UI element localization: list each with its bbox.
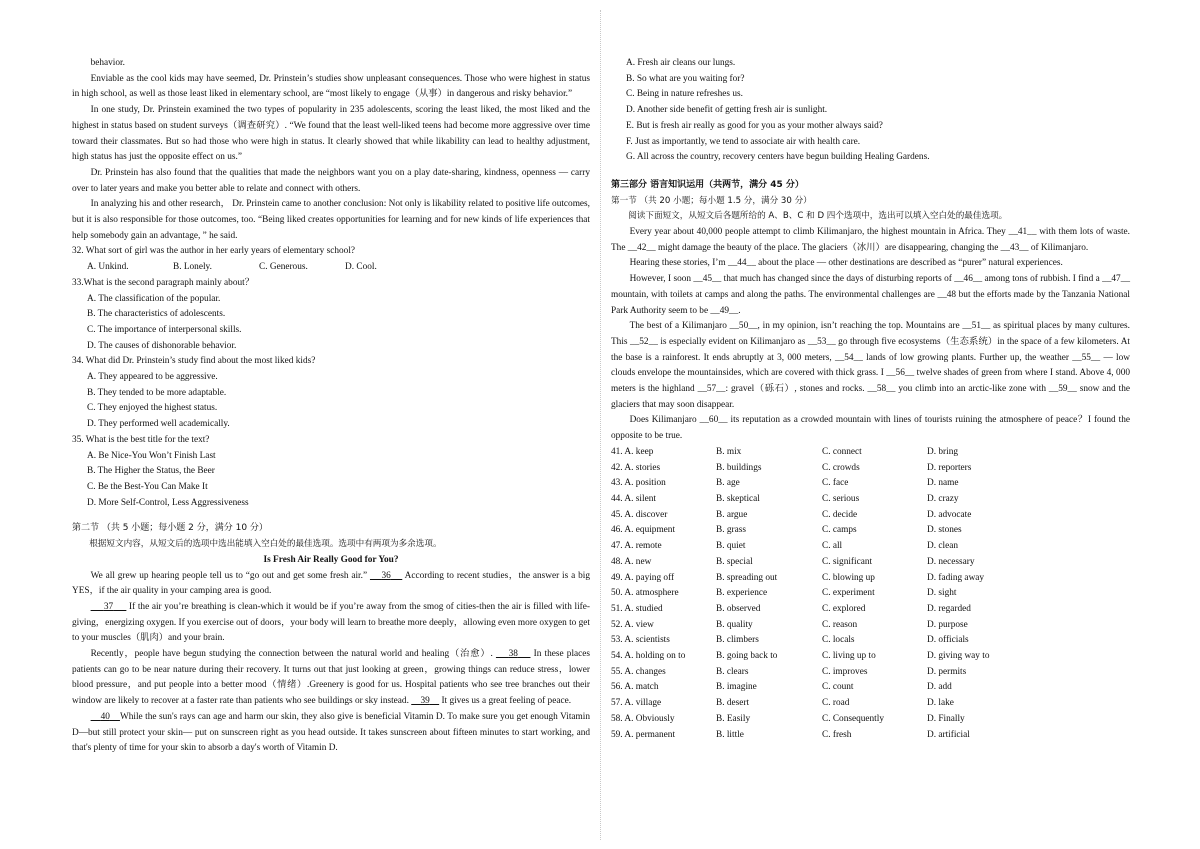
answer-option-d[interactable]: D. purpose [927, 619, 968, 630]
q35-option-d[interactable]: D. More Self-Control, Less Aggressiveness [87, 497, 249, 508]
answer-option-a[interactable]: 42. A. stories [611, 462, 661, 473]
blank-number: 39 [420, 696, 430, 707]
answer-option-a[interactable]: 43. A. position [611, 478, 666, 489]
answer-option-c[interactable]: C. reason [822, 619, 858, 630]
q34-option-c[interactable]: C. They enjoyed the highest status. [87, 403, 218, 414]
q32-option-c[interactable]: C. Generous. [259, 262, 308, 273]
answer-option-c[interactable]: C. road [822, 698, 850, 709]
answer-option-a[interactable]: 45. A. discover [611, 509, 668, 520]
answer-option-c[interactable]: C. fresh [822, 729, 852, 740]
q34-option-b[interactable]: B. They tended to be more adaptable. [87, 387, 227, 398]
q32-option-d[interactable]: D. Cool. [345, 262, 377, 273]
answer-option-b[interactable]: B. quiet [716, 541, 746, 552]
section-1-header: 第一节 （共 20 小题；每小题 1.5 分，满分 30 分） [611, 195, 812, 206]
text-run: If the air you’re breathing is clean-which it would be if you’re away from the smog of cities-then the air is filled with life-giving，energizing oxygen. If you exercise out of doors，your body will learn to breathe more deeply，allowing even more oxygen to get to your muscles（肌肉）and your brain. [72, 601, 590, 644]
cloze-options-table [611, 445, 1130, 743]
q32-option-a[interactable]: A. Unkind. [87, 262, 129, 273]
q34-option-a[interactable]: A. They appeared to be aggressive. [87, 372, 218, 383]
question-35-stem: 35. What is the best title for the text? [72, 434, 210, 445]
kilimanjaro-paragraph-2: Hearing these stories, I’m __44__ about the place — other destinations are described as “purer” natural experiences. [629, 258, 1063, 269]
left-column [72, 56, 590, 757]
column-divider [600, 10, 601, 840]
question-row [611, 696, 1130, 712]
text-run: We all grew up hearing people tell us to “go out and get some fresh air.” [90, 570, 370, 581]
question-row [611, 665, 1130, 681]
answer-option-b[interactable]: B. argue [716, 509, 748, 520]
text-run: In these places patients can go to be near nature during their recovery. It turns out that just looking at green，growing things can reduce stress，lower blood pressure，and put people into a better mood（情绪）.Greenery is good for us. Hospital patients who see tree branches out their window are likely to recover at a faster rate than patients who see buildings or sky instead. [72, 649, 591, 707]
question-row [611, 680, 1130, 696]
text-run: While the sun's rays can age and harm our skin, they also give is beneficial Vitamin D. To make sure you get enough Vitamin D—but still protect your skin— put on sunscreen right as you head outside. It takes sunscreen about fifteen minutes to start working, and that's plenty of time for your skin to absorb a day's worth of Vitamin D. [72, 711, 591, 754]
fresh-air-paragraph-3 [72, 647, 590, 710]
answer-option-b[interactable]: B. clears [716, 666, 749, 677]
text-run: Recently，people have begun studying the connection between the natural world and healing（治愈）. [90, 649, 496, 660]
question-row [611, 602, 1130, 618]
text-run: According to recent studies，the answer is a big YES，if the air quality in your camping area is good. [72, 570, 591, 597]
answer-option-a[interactable]: 55. A. changes [611, 666, 666, 677]
paragraph-intro: behavior. [90, 58, 125, 68]
answer-option-b[interactable]: B. quality [716, 619, 753, 630]
answer-option-c[interactable]: C. explored [822, 603, 866, 614]
question-row [611, 649, 1130, 665]
answer-option-d[interactable]: D. add [927, 682, 952, 693]
answer-option-b[interactable]: B. going back to [716, 651, 778, 662]
kilimanjaro-paragraph-3: However, I soon __45__ that much has changed since the days of disturbing reports of __46__ among tons of rubbish. I find a __47__ mountain, with toilets at camps and along the paths. The environmental challenges are __48 but the efforts made by the Tanzania National Park Authority seem to be __49__. [611, 274, 1130, 316]
answer-option-a[interactable]: 53. A. scientists [611, 635, 670, 646]
section-2-instructions: 根据短文内容，从短文后的选项中选出能填入空白处的最佳选项。选项中有两项为多余选项。 [89, 539, 442, 550]
answer-option-d[interactable]: D. reporters [927, 462, 972, 473]
option-d[interactable]: D. Another side benefit of getting fresh air is sunlight. [626, 105, 828, 116]
answer-option-b[interactable]: B. little [716, 729, 744, 740]
answer-option-d[interactable]: D. lake [927, 698, 954, 709]
q35-option-c[interactable]: C. Be the Best-You Can Make It [87, 481, 208, 492]
part-3-header: 第三部分 语言知识运用（共两节，满分 45 分） [611, 179, 804, 190]
answer-option-a[interactable]: 57. A. village [611, 698, 662, 709]
answer-option-b[interactable]: B. experience [716, 588, 768, 599]
answer-option-b[interactable]: B. age [716, 478, 740, 489]
answer-option-d[interactable]: D. artificial [927, 729, 970, 740]
answer-option-d[interactable]: D. clean [927, 541, 958, 552]
question-row [611, 508, 1130, 524]
answer-option-d[interactable]: D. name [927, 478, 959, 489]
answer-option-b[interactable]: B. grass [716, 525, 746, 536]
answer-option-a[interactable]: 51. A. studied [611, 603, 663, 614]
question-34-stem: 34. What did Dr. Prinstein’s study find about the most liked kids? [72, 356, 316, 367]
answer-option-c[interactable]: C. improves [822, 666, 868, 677]
question-row [611, 571, 1130, 587]
answer-option-d[interactable]: D. advocate [927, 509, 972, 520]
paragraph-1: Enviable as the cool kids may have seemed, Dr. Prinstein’s studies show unpleasant consequences. Those who were highest in status in high school, as well as those least liked in elementary school, are “most likely to engage（从事）in dangerous and risky behavior.” [72, 73, 590, 100]
blank-number: 38 [508, 649, 518, 660]
q35-option-a[interactable]: A. Be Nice-You Won’t Finish Last [87, 450, 216, 461]
answer-option-c[interactable]: C. significant [822, 556, 873, 567]
answer-option-d[interactable]: D. permits [927, 666, 967, 677]
q35-option-b[interactable]: B. The Higher the Status, the Beer [87, 466, 215, 477]
answer-option-d[interactable]: D. regarded [927, 603, 971, 614]
question-row [611, 461, 1130, 477]
q33-option-b[interactable]: B. The characteristics of adolescents. [87, 309, 226, 320]
answer-option-a[interactable]: 47. A. remote [611, 541, 662, 552]
kilimanjaro-paragraph-5: Does Kilimanjaro __60__ its reputation as a crowded mountain with lines of tourists ruining the atmosphere of peace？I found the opposite to be true. [611, 415, 1130, 442]
option-g[interactable]: G. All across the country, recovery centers have begun building Healing Gardens. [626, 152, 930, 163]
answer-option-d[interactable]: D. sight [927, 588, 957, 599]
answer-option-d[interactable]: D. Finally [927, 713, 965, 724]
answer-option-c[interactable]: C. count [822, 682, 854, 693]
q32-option-b[interactable]: B. Lonely. [173, 262, 212, 273]
paragraph-4: In analyzing his and other research， Dr. Prinstein came to another conclusion: Not only is likability related to positive life outcomes, but it is also responsible for those outcomes, too. “Being liked creates opportunities for learning and for new kinds of life experiences that help somebody gain an advantage, ” he said. [72, 199, 590, 241]
question-row [611, 476, 1130, 492]
answer-option-c[interactable]: C. all [822, 541, 843, 552]
answer-option-b[interactable]: B. climbers [716, 635, 759, 646]
fresh-air-paragraph-4 [72, 710, 590, 757]
passage-title: Is Fresh Air Really Good for You? [263, 554, 399, 565]
paragraph-3: Dr. Prinstein has also found that the qualities that made the neighbors want you on a play date-sharing, kindness, openness — carry over to later years and make you better able to relate and connect with others. [72, 167, 590, 194]
blank-37[interactable] [91, 602, 127, 612]
blank-number: 40 [100, 711, 110, 722]
kilimanjaro-paragraph-1: Every year about 40,000 people attempt to climb Kilimanjaro, the highest mountain in Africa. They __41__ with them lots of waste. The __42__ might damage the beauty of the place. The glaciers（冰川）are disappearing, changing the __43__ of Kilimanjaro. [611, 227, 1130, 253]
answer-option-d[interactable]: D. stones [927, 525, 962, 536]
answer-option-b[interactable]: B. imagine [716, 682, 757, 693]
blank-36[interactable] [370, 571, 402, 581]
option-c[interactable]: C. Being in nature refreshes us. [626, 89, 743, 100]
answer-option-a[interactable]: 46. A. equipment [611, 525, 676, 536]
answer-option-b[interactable]: B. observed [716, 603, 761, 614]
question-row [611, 586, 1130, 602]
answer-option-a[interactable]: 52. A. view [611, 619, 654, 630]
answer-option-b[interactable]: B. spreading out [716, 572, 778, 583]
blank-40[interactable] [91, 712, 120, 722]
answer-option-c[interactable]: C. connect [822, 446, 862, 457]
answer-option-c[interactable]: C. camps [822, 525, 857, 536]
answer-option-d[interactable]: D. crazy [927, 493, 959, 504]
right-column [611, 56, 1130, 743]
q33-option-d[interactable]: D. The causes of dishonorable behavior. [87, 340, 237, 351]
answer-option-b[interactable]: B. skeptical [716, 493, 760, 504]
answer-option-a[interactable]: 54. A. holding on to [611, 651, 686, 662]
question-row [611, 712, 1130, 728]
question-row [611, 555, 1130, 571]
answer-option-c[interactable]: C. blowing up [822, 572, 875, 583]
kilimanjaro-paragraph-4: The best of a Kilimanjaro __50__, in my opinion, isn’t reaching the top. Mountains are __51__ as spiritual places by many cultures. This __52__ is especially evident on Kilimanjaro as __53__ go through five ecosystems（生态系统）in the space of a few kilometers. At the base is a rainforest. It ends abruptly at 3, 000 meters, __54__ lands of low growing plants. Further up, the weather __55__ — low clouds envelope the mountainsides, which are covered with thick grass. I __56__ twelve shades of green from where I stand. Above 4, 000 meters is the highland __57__: gravel（砾石）, stones and rocks. __58__ you climb into an arctic-like zone with __59__ snow and the glaciers that may soon disappear. [611, 321, 1130, 410]
answer-option-a[interactable]: 49. A. paying off [611, 572, 675, 583]
question-row [611, 633, 1130, 649]
answer-option-b[interactable]: B. special [716, 556, 753, 567]
question-row [611, 523, 1130, 539]
option-f[interactable]: F. Just as importantly, we tend to associate air with health care. [626, 136, 861, 147]
option-b[interactable]: B. So what are you waiting for? [626, 73, 745, 84]
answer-option-d[interactable]: D. giving way to [927, 651, 990, 662]
option-a[interactable]: A. Fresh air cleans our lungs. [626, 58, 736, 68]
question-row [611, 492, 1130, 508]
question-row [611, 618, 1130, 634]
question-row [611, 728, 1130, 744]
question-32-options [72, 260, 590, 276]
answer-option-c[interactable]: C. decide [822, 509, 858, 520]
answer-option-a[interactable]: 59. A. permanent [611, 729, 676, 740]
answer-option-a[interactable]: 48. A. new [611, 556, 652, 567]
answer-option-b[interactable]: B. Easily [716, 713, 751, 724]
answer-option-c[interactable]: C. experiment [822, 588, 875, 599]
q34-option-d[interactable]: D. They performed well academically. [87, 419, 230, 430]
answer-option-c[interactable]: C. crowds [822, 462, 860, 473]
answer-option-a[interactable]: 58. A. Obviously [611, 713, 675, 724]
blank-39[interactable] [411, 696, 439, 706]
answer-option-d[interactable]: D. necessary [927, 556, 975, 567]
answer-option-d[interactable]: D. officials [927, 635, 969, 646]
answer-option-a[interactable]: 50. A. atmosphere [611, 588, 679, 599]
question-32-stem: 32. What sort of girl was the author in her early years of elementary school? [72, 246, 356, 257]
answer-option-b[interactable]: B. mix [716, 446, 742, 457]
paragraph-2: In one study, Dr. Prinstein examined the two types of popularity in 235 adolescents, scoring the least liked, the most liked and the highest in status based on student surveys（调查研究）. “We found that the least well-liked teens had become more aggressive over time toward their classmates. But so had those who were high in status. It clearly showed that while likability can lead to healthy adjustment, high status has just the opposite effect on us.” [72, 105, 590, 163]
fresh-air-paragraph-2 [72, 600, 590, 647]
answer-option-b[interactable]: B. desert [716, 698, 750, 709]
answer-option-c[interactable]: C. living up to [822, 651, 876, 662]
blank-number: 36 [381, 570, 391, 581]
answer-option-d[interactable]: D. fading away [927, 572, 985, 583]
answer-option-c[interactable]: C. Consequently [822, 713, 884, 724]
text-run: It gives us a great feeling of peace. [439, 696, 572, 707]
answer-option-c[interactable]: C. locals [822, 635, 855, 646]
answer-option-a[interactable]: 41. A. keep [611, 446, 654, 457]
q33-option-c[interactable]: C. The importance of interpersonal skills. [87, 324, 242, 335]
section-2-header: 第二节 （共 5 小题；每小题 2 分，满分 10 分） [72, 523, 268, 534]
section-1-instructions: 阅读下面短文，从短文后各题所给的 A、B、C 和 D 四个选项中，选出可以填入空白处的最佳选项。 [628, 211, 1008, 222]
fresh-air-paragraph-1 [72, 569, 590, 600]
answer-option-c[interactable]: C. serious [822, 493, 860, 504]
option-e[interactable]: E. But is fresh air really as good for you as your mother always said? [626, 120, 883, 131]
answer-option-a[interactable]: 44. A. silent [611, 493, 656, 504]
q33-option-a[interactable]: A. The classification of the popular. [87, 293, 221, 304]
answer-option-a[interactable]: 56. A. match [611, 682, 659, 693]
answer-option-d[interactable]: D. bring [927, 446, 958, 457]
question-33-stem: 33.What is the second paragraph mainly about？ [72, 277, 255, 288]
blank-number: 37 [103, 601, 114, 612]
answer-option-b[interactable]: B. buildings [716, 462, 762, 473]
blank-38[interactable] [496, 649, 531, 659]
question-row [611, 445, 1130, 461]
answer-option-c[interactable]: C. face [822, 478, 849, 489]
question-row [611, 539, 1130, 555]
